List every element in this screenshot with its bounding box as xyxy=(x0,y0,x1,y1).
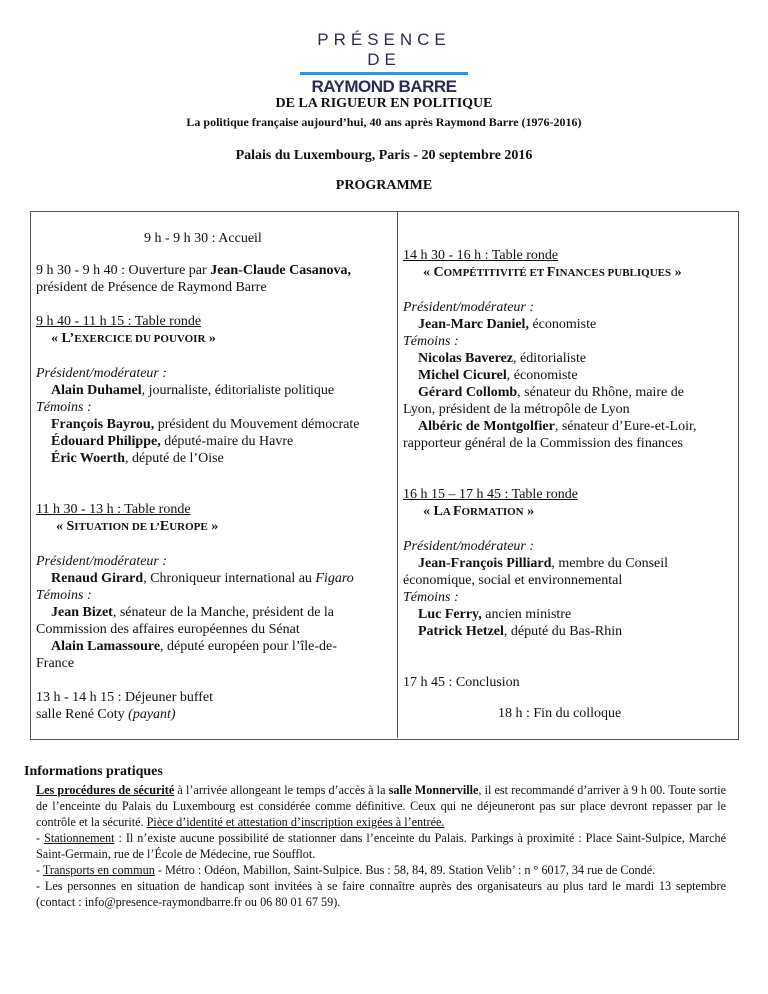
info-security: Les procédures de sécurité à l’arrivée allongeant le temps d’accès à la salle Monnerville, il est recommandé d’arriver à 9 h 00. Toute sortie de l’enceinte du Palais du Luxembourg est considérée comme définitive. Ceux qui ne déjeuneront pas sur place devront repasser par le contrôle et la sécurité. Pièce d’identité et attestation d’inscription exigées à l’entrée. xyxy=(36,783,726,829)
table-ronde-2-title: « SITUATION DE L’EUROPE » xyxy=(56,519,219,534)
witness-continued: rapporteur général de la Commission des finances xyxy=(403,436,683,451)
table-ronde-1-time: 9 h 40 - 11 h 15 : Table ronde xyxy=(36,314,202,329)
witness: Alain Lamassoure, député européen pour l’île-de- xyxy=(51,639,337,654)
conclusion: 17 h 45 : Conclusion xyxy=(403,675,520,690)
page-title: DE LA RIGUEUR EN POLITIQUE xyxy=(275,96,493,111)
accueil: 9 h - 9 h 30 : Accueil xyxy=(144,231,262,246)
witness: Nicolas Baverez, éditorialiste xyxy=(418,351,587,366)
programme-heading: PROGRAMME xyxy=(335,178,433,193)
table-ronde-3-title: « COMPÉTITIVITÉ ET FINANCES PUBLIQUES » xyxy=(423,265,682,280)
moderator: Renaud Girard, Chroniqueur international au Figaro xyxy=(51,571,354,586)
witness: Édouard Philippe, député-maire du Havre xyxy=(51,434,294,449)
witness: Albéric de Montgolfier, sénateur d’Eure-et-Loir, xyxy=(418,419,697,434)
moderator-label: Président/modérateur : xyxy=(36,554,168,569)
ouverture: 9 h 30 - 9 h 40 : Ouverture par Jean-Claude Casanova, xyxy=(36,263,351,278)
moderator: Jean-Marc Daniel, économiste xyxy=(418,317,597,332)
table-ronde-1-title: « L’EXERCICE DU POUVOIR » xyxy=(51,331,216,346)
logo-top-text: PRÉSENCE DE xyxy=(317,30,451,69)
dejeuner: 13 h - 14 h 15 : Déjeuner buffet xyxy=(36,690,214,705)
dejeuner-location: salle René Coty (payant) xyxy=(36,707,176,722)
ouverture-role: président de Présence de Raymond Barre xyxy=(36,280,267,295)
moderator: Alain Duhamel, journaliste, éditorialiste politique xyxy=(51,383,335,398)
left-column xyxy=(36,230,392,723)
table-ronde-2-time: 11 h 30 - 13 h : Table ronde xyxy=(36,502,191,517)
page-subtitle: La politique française aujourd’hui, 40 ans après Raymond Barre (1976-2016) xyxy=(186,115,582,129)
logo-bottom-text: RAYMOND BARRE xyxy=(311,77,457,96)
info-parking: - Stationnement : Il n’existe aucune possibilité de stationner dans l’enceinte du Palais. Parkings à proximité : Place Saint-Sulpice, Marché Saint-Germain, rue de l’École de Médecine, rue Soufflot. xyxy=(36,831,726,861)
witness: Éric Woerth, député de l’Oise xyxy=(51,451,224,466)
right-column xyxy=(403,247,733,722)
practical-info-heading: Informations pratiques xyxy=(24,764,163,779)
moderator-label: Président/modérateur : xyxy=(36,366,168,381)
table-ronde-4-time: 16 h 15 – 17 h 45 : Table ronde xyxy=(403,487,578,502)
witness: Luc Ferry, ancien ministre xyxy=(418,607,572,622)
witness: Gérard Collomb, sénateur du Rhône, maire de xyxy=(418,385,684,400)
witnesses-label: Témoins : xyxy=(36,588,92,603)
table-ronde-4-title: « LA FORMATION » xyxy=(423,504,535,519)
moderator-label: Président/modérateur : xyxy=(403,300,535,315)
moderator-continued: économique, social et environnemental xyxy=(403,573,623,588)
practical-info xyxy=(24,764,726,910)
witness: Patrick Hetzel, député du Bas-Rhin xyxy=(418,624,623,639)
witness: Michel Cicurel, économiste xyxy=(418,368,578,383)
logo-bar xyxy=(300,72,468,75)
logo xyxy=(300,30,468,97)
witnesses-label: Témoins : xyxy=(36,400,92,415)
info-handicap: - Les personnes en situation de handicap sont invitées à se faire connaître auprès des organisateurs au plus tard le mardi 13 septembre (contact : info@presence-raymondbarre.fr ou 06 80 01 67 59). xyxy=(36,879,726,909)
witness: Jean Bizet, sénateur de la Manche, président de la xyxy=(51,605,335,620)
witness-continued: Lyon, président de la métropôle de Lyon xyxy=(403,402,630,417)
venue-date: Palais du Luxembourg, Paris - 20 septembre 2016 xyxy=(235,148,533,163)
table-ronde-3-time: 14 h 30 - 16 h : Table ronde xyxy=(403,248,559,263)
moderator-label: Président/modérateur : xyxy=(403,539,535,554)
moderator: Jean-François Pilliard, membre du Conseil xyxy=(418,556,669,571)
info-transport: - Transports en commun - Métro : Odéon, Mabillon, Saint-Sulpice. Bus : 58, 84, 89. Station Velib’ : n ° 6017, 34 rue de Condé. xyxy=(36,863,656,877)
fin-colloque: 18 h : Fin du colloque xyxy=(498,706,622,721)
witnesses-label: Témoins : xyxy=(403,590,459,605)
witness-continued: France xyxy=(36,656,75,671)
witness: François Bayrou, président du Mouvement démocrate xyxy=(51,417,360,432)
speaker-name: Jean-Claude Casanova, xyxy=(210,263,351,278)
witnesses-label: Témoins : xyxy=(403,334,459,349)
column-divider xyxy=(397,211,398,738)
witness-continued: Commission des affaires européennes du Sénat xyxy=(36,622,300,637)
